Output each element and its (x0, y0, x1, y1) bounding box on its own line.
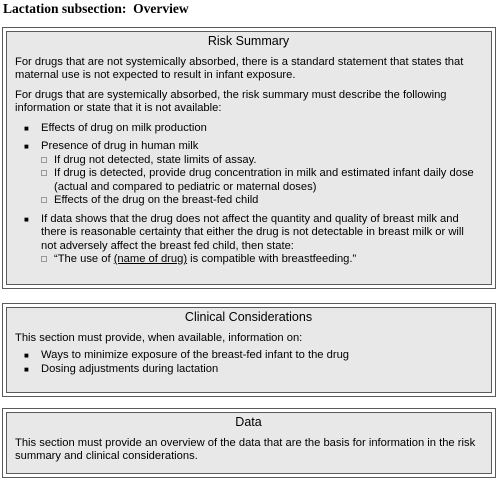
risk-summary-bullets (15, 122, 482, 267)
list-item (15, 213, 482, 267)
sub-bullets (41, 154, 482, 208)
clinical-bullets (15, 349, 482, 376)
clinical-intro: This section must provide, when available, information on: (15, 331, 303, 344)
risk-summary-panel (6, 31, 492, 285)
page-title: Lactation subsection: Overview (3, 1, 189, 16)
bullet-text: Ways to minimize exposure of the breast-fed infant to the drug (41, 349, 350, 361)
bullet-marker: ■ (24, 123, 29, 133)
sub-bullet-marker (41, 197, 47, 203)
sub-bullets (41, 253, 482, 267)
bullet-marker: ■ (24, 142, 29, 151)
bullet-text: If data shows that the drug does not affect the quantity and quality of breast milk and there is reasonable certainty that either the drug is not detectable in breast milk or will not adversely affect the breast fed child, then state: (41, 212, 464, 252)
data-text: This section must provide an overview of the data that are the basis for information in the risk summary and clinical considerations. (15, 436, 476, 462)
sub-bullet-marker (41, 157, 47, 163)
clinical-considerations-box (2, 303, 496, 397)
risk-summary-para-absorbed: For drugs that are systemically absorbed, the risk summary must describe the following information or state that it is not available: (15, 88, 447, 114)
sub-bullet-text: Effects of the drug on the breast-fed child (54, 194, 259, 206)
sub-bullet-text: If drug is detected, provide drug concentration in milk and estimated infant daily dose (actual and compared to pediatric or maternal doses) (54, 167, 474, 193)
list-item (15, 122, 482, 136)
sub-list-item (41, 253, 482, 267)
data-panel (6, 412, 492, 474)
clinical-considerations-title: Clinical Considerations (184, 310, 313, 324)
bullet-marker: ■ (24, 351, 29, 360)
statement-prefix: “The use of (54, 253, 114, 265)
bullet-text: Effects of drug on milk production (41, 121, 207, 134)
list-item (15, 363, 482, 377)
data-box (2, 408, 496, 478)
sub-bullet-marker (41, 256, 47, 262)
bullet-text: Dosing adjustments during lactation (41, 362, 219, 375)
sub-bullet-marker (41, 170, 47, 176)
sub-bullet-text: If drug not detected, state limits of assay. (54, 153, 257, 166)
list-item (15, 140, 482, 208)
list-item (15, 349, 482, 363)
statement-suffix: is compatible with breastfeeding.” (187, 253, 357, 265)
risk-summary-para-nonabsorbed: For drugs that are not systemically absorbed, there is a standard statement that states that maternal use is not expected to result in infant exposure. (15, 55, 464, 81)
sub-list-item (41, 167, 482, 194)
bullet-marker: ■ (24, 364, 29, 374)
risk-summary-box (2, 27, 496, 289)
clinical-considerations-panel (6, 307, 492, 393)
bullet-text: Presence of drug in human milk (41, 140, 199, 152)
bullet-marker: ■ (24, 214, 29, 224)
drug-name-placeholder: (name of drug) (113, 253, 188, 265)
sub-list-item (41, 194, 482, 208)
data-title: Data (235, 415, 262, 429)
risk-summary-title: Risk Summary (207, 34, 290, 48)
compatibility-statement (54, 253, 356, 265)
sub-list-item (41, 154, 482, 168)
